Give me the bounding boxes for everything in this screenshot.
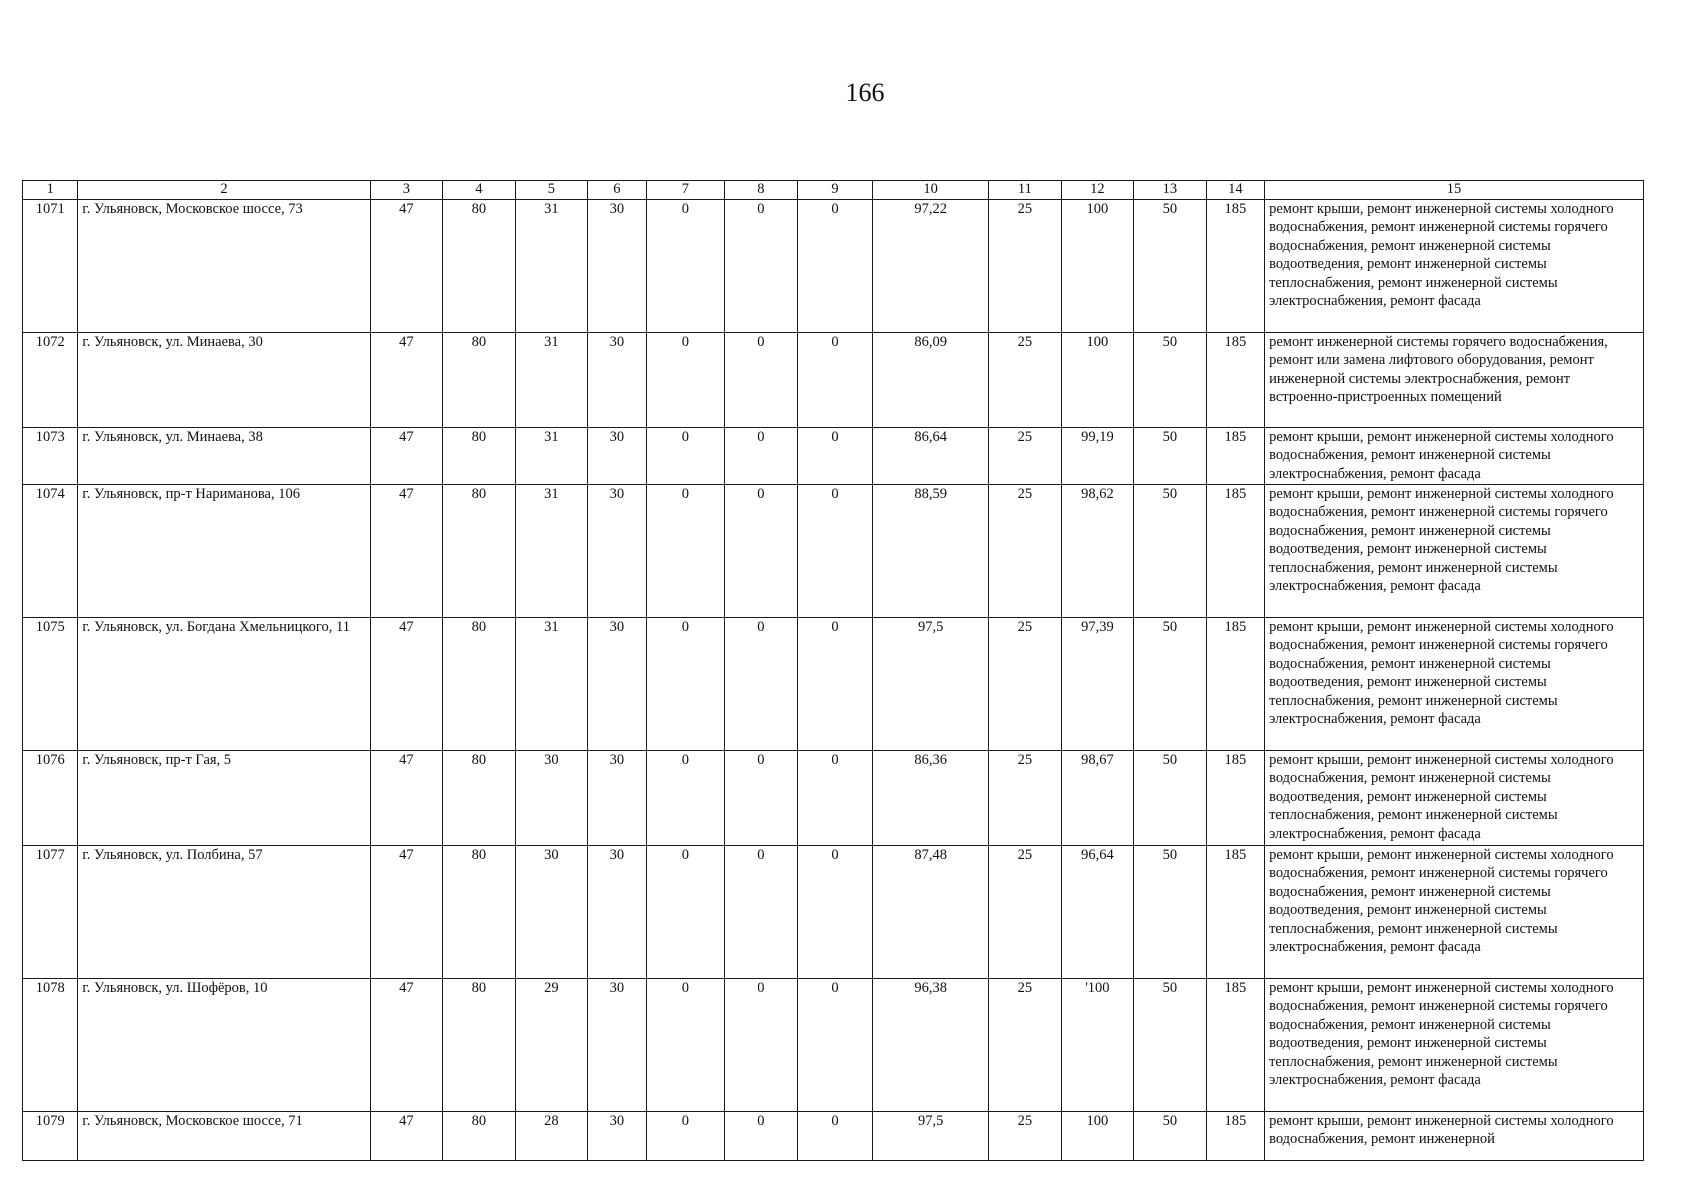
- value-cell-col-9: 0: [797, 846, 873, 979]
- column-header-7: 7: [646, 181, 725, 200]
- value-cell-col-7: 0: [646, 751, 725, 846]
- value-cell-col-11: 25: [989, 751, 1062, 846]
- value-cell-col-14: 185: [1206, 200, 1264, 333]
- row-number-cell: 1079: [23, 1112, 78, 1161]
- value-cell-col-11: 25: [989, 1112, 1062, 1161]
- value-cell-col-11: 25: [989, 428, 1062, 485]
- address-cell: г. Ульяновск, ул. Полбина, 57: [78, 846, 370, 979]
- value-cell-col-13: 50: [1134, 846, 1207, 979]
- value-cell-col-4: 80: [443, 1112, 516, 1161]
- value-cell-col-5: 31: [515, 618, 588, 751]
- value-cell-col-6: 30: [588, 333, 646, 428]
- value-cell-col-13: 50: [1134, 200, 1207, 333]
- value-cell-col-3: 47: [370, 333, 443, 428]
- value-cell-col-13: 50: [1134, 485, 1207, 618]
- address-cell: г. Ульяновск, ул. Шофёров, 10: [78, 979, 370, 1112]
- value-cell-col-10: 96,38: [873, 979, 989, 1112]
- value-cell-col-11: 25: [989, 618, 1062, 751]
- value-cell-col-12: '100: [1061, 979, 1134, 1112]
- value-cell-col-3: 47: [370, 846, 443, 979]
- value-cell-col-4: 80: [443, 333, 516, 428]
- address-cell: г. Ульяновск, ул. Минаева, 30: [78, 333, 370, 428]
- value-cell-col-11: 25: [989, 979, 1062, 1112]
- value-cell-col-8: 0: [725, 485, 798, 618]
- value-cell-col-6: 30: [588, 485, 646, 618]
- value-cell-col-4: 80: [443, 751, 516, 846]
- column-header-4: 4: [443, 181, 516, 200]
- value-cell-col-3: 47: [370, 618, 443, 751]
- page-number: 166: [845, 78, 885, 107]
- value-cell-col-7: 0: [646, 846, 725, 979]
- value-cell-col-14: 185: [1206, 846, 1264, 979]
- value-cell-col-6: 30: [588, 846, 646, 979]
- row-number-cell: 1073: [23, 428, 78, 485]
- value-cell-col-4: 80: [443, 618, 516, 751]
- value-cell-col-10: 86,36: [873, 751, 989, 846]
- works-description-cell: ремонт крыши, ремонт инженерной системы холодного водоснабжения, ремонт инженерной системы горячего водоснабжения, ремонт инженерной системы водоотведения, ремонт инженерной системы теплоснабжения, ремонт инженерной системы электроснабжения, ремонт фасада: [1265, 846, 1644, 979]
- column-header-13: 13: [1134, 181, 1207, 200]
- value-cell-col-12: 98,67: [1061, 751, 1134, 846]
- row-number-cell: 1071: [23, 200, 78, 333]
- value-cell-col-10: 97,22: [873, 200, 989, 333]
- table-row: [23, 846, 1644, 979]
- works-description-cell: ремонт крыши, ремонт инженерной системы холодного водоснабжения, ремонт инженерной системы водоотведения, ремонт инженерной системы теплоснабжения, ремонт инженерной системы электроснабжения, ремонт фасада: [1265, 751, 1644, 846]
- value-cell-col-9: 0: [797, 751, 873, 846]
- value-cell-col-13: 50: [1134, 333, 1207, 428]
- value-cell-col-11: 25: [989, 200, 1062, 333]
- table-row: [23, 200, 1644, 333]
- value-cell-col-9: 0: [797, 200, 873, 333]
- value-cell-col-10: 86,09: [873, 333, 989, 428]
- works-description-cell: ремонт крыши, ремонт инженерной системы холодного водоснабжения, ремонт инженерной системы горячего водоснабжения, ремонт инженерной системы водоотведения, ремонт инженерной системы теплоснабжения, ремонт инженерной системы электроснабжения, ремонт фасада: [1265, 979, 1644, 1112]
- column-header-9: 9: [797, 181, 873, 200]
- row-number-cell: 1076: [23, 751, 78, 846]
- value-cell-col-7: 0: [646, 485, 725, 618]
- value-cell-col-5: 30: [515, 751, 588, 846]
- table-row: [23, 333, 1644, 428]
- value-cell-col-9: 0: [797, 979, 873, 1112]
- value-cell-col-4: 80: [443, 200, 516, 333]
- value-cell-col-3: 47: [370, 751, 443, 846]
- works-description-cell: ремонт крыши, ремонт инженерной системы холодного водоснабжения, ремонт инженерной: [1265, 1112, 1644, 1161]
- column-header-12: 12: [1061, 181, 1134, 200]
- value-cell-col-14: 185: [1206, 1112, 1264, 1161]
- row-number-cell: 1078: [23, 979, 78, 1112]
- column-header-5: 5: [515, 181, 588, 200]
- value-cell-col-9: 0: [797, 428, 873, 485]
- value-cell-col-6: 30: [588, 428, 646, 485]
- value-cell-col-9: 0: [797, 618, 873, 751]
- value-cell-col-7: 0: [646, 979, 725, 1112]
- value-cell-col-12: 96,64: [1061, 846, 1134, 979]
- value-cell-col-12: 100: [1061, 1112, 1134, 1161]
- value-cell-col-14: 185: [1206, 751, 1264, 846]
- value-cell-col-4: 80: [443, 846, 516, 979]
- row-number-cell: 1077: [23, 846, 78, 979]
- works-description-cell: ремонт крыши, ремонт инженерной системы холодного водоснабжения, ремонт инженерной системы горячего водоснабжения, ремонт инженерной системы водоотведения, ремонт инженерной системы теплоснабжения, ремонт инженерной системы электроснабжения, ремонт фасада: [1265, 200, 1644, 333]
- value-cell-col-6: 30: [588, 1112, 646, 1161]
- value-cell-col-7: 0: [646, 200, 725, 333]
- value-cell-col-12: 98,62: [1061, 485, 1134, 618]
- value-cell-col-13: 50: [1134, 1112, 1207, 1161]
- value-cell-col-9: 0: [797, 1112, 873, 1161]
- value-cell-col-3: 47: [370, 485, 443, 618]
- table-row: [23, 979, 1644, 1112]
- value-cell-col-8: 0: [725, 979, 798, 1112]
- row-number-cell: 1072: [23, 333, 78, 428]
- value-cell-col-6: 30: [588, 979, 646, 1112]
- value-cell-col-12: 100: [1061, 200, 1134, 333]
- value-cell-col-8: 0: [725, 333, 798, 428]
- value-cell-col-12: 97,39: [1061, 618, 1134, 751]
- value-cell-col-14: 185: [1206, 333, 1264, 428]
- value-cell-col-7: 0: [646, 618, 725, 751]
- column-header-3: 3: [370, 181, 443, 200]
- value-cell-col-7: 0: [646, 428, 725, 485]
- value-cell-col-11: 25: [989, 333, 1062, 428]
- value-cell-col-12: 99,19: [1061, 428, 1134, 485]
- works-description-cell: ремонт крыши, ремонт инженерной системы холодного водоснабжения, ремонт инженерной системы горячего водоснабжения, ремонт инженерной системы водоотведения, ремонт инженерной системы теплоснабжения, ремонт инженерной системы электроснабжения, ремонт фасада: [1265, 485, 1644, 618]
- table-row: [23, 1112, 1644, 1161]
- value-cell-col-5: 29: [515, 979, 588, 1112]
- address-cell: г. Ульяновск, Московское шоссе, 73: [78, 200, 370, 333]
- address-cell: г. Ульяновск, ул. Минаева, 38: [78, 428, 370, 485]
- value-cell-col-12: 100: [1061, 333, 1134, 428]
- value-cell-col-13: 50: [1134, 979, 1207, 1112]
- value-cell-col-14: 185: [1206, 485, 1264, 618]
- value-cell-col-5: 28: [515, 1112, 588, 1161]
- value-cell-col-9: 0: [797, 333, 873, 428]
- value-cell-col-10: 97,5: [873, 618, 989, 751]
- row-number-cell: 1074: [23, 485, 78, 618]
- address-cell: г. Ульяновск, ул. Богдана Хмельницкого, 11: [78, 618, 370, 751]
- value-cell-col-13: 50: [1134, 428, 1207, 485]
- value-cell-col-6: 30: [588, 200, 646, 333]
- value-cell-col-8: 0: [725, 200, 798, 333]
- column-header-8: 8: [725, 181, 798, 200]
- value-cell-col-3: 47: [370, 200, 443, 333]
- column-header-10: 10: [873, 181, 989, 200]
- value-cell-col-5: 31: [515, 200, 588, 333]
- value-cell-col-14: 185: [1206, 428, 1264, 485]
- value-cell-col-3: 47: [370, 1112, 443, 1161]
- table-body: [23, 200, 1644, 1161]
- value-cell-col-11: 25: [989, 485, 1062, 618]
- value-cell-col-10: 87,48: [873, 846, 989, 979]
- value-cell-col-13: 50: [1134, 618, 1207, 751]
- address-cell: г. Ульяновск, пр-т Нариманова, 106: [78, 485, 370, 618]
- column-header-14: 14: [1206, 181, 1264, 200]
- value-cell-col-11: 25: [989, 846, 1062, 979]
- column-header-1: 1: [23, 181, 78, 200]
- works-description-cell: ремонт крыши, ремонт инженерной системы холодного водоснабжения, ремонт инженерной системы горячего водоснабжения, ремонт инженерной системы водоотведения, ремонт инженерной системы теплоснабжения, ремонт инженерной системы электроснабжения, ремонт фасада: [1265, 618, 1644, 751]
- column-header-2: 2: [78, 181, 370, 200]
- value-cell-col-5: 30: [515, 846, 588, 979]
- value-cell-col-13: 50: [1134, 751, 1207, 846]
- value-cell-col-14: 185: [1206, 979, 1264, 1112]
- address-cell: г. Ульяновск, пр-т Гая, 5: [78, 751, 370, 846]
- value-cell-col-7: 0: [646, 1112, 725, 1161]
- address-cell: г. Ульяновск, Московское шоссе, 71: [78, 1112, 370, 1161]
- table-row: [23, 428, 1644, 485]
- value-cell-col-3: 47: [370, 979, 443, 1112]
- table-row: [23, 751, 1644, 846]
- housing-repair-table: [22, 180, 1644, 1161]
- value-cell-col-3: 47: [370, 428, 443, 485]
- value-cell-col-4: 80: [443, 979, 516, 1112]
- table-row: [23, 618, 1644, 751]
- value-cell-col-6: 30: [588, 618, 646, 751]
- column-header-11: 11: [989, 181, 1062, 200]
- value-cell-col-7: 0: [646, 333, 725, 428]
- table-row: [23, 485, 1644, 618]
- value-cell-col-6: 30: [588, 751, 646, 846]
- value-cell-col-10: 97,5: [873, 1112, 989, 1161]
- value-cell-col-8: 0: [725, 428, 798, 485]
- works-description-cell: ремонт инженерной системы горячего водоснабжения, ремонт или замена лифтового оборудования, ремонт инженерной системы электроснабжения, ремонт встроенно-пристроенных помещений: [1265, 333, 1644, 428]
- value-cell-col-9: 0: [797, 485, 873, 618]
- value-cell-col-4: 80: [443, 485, 516, 618]
- value-cell-col-8: 0: [725, 751, 798, 846]
- value-cell-col-4: 80: [443, 428, 516, 485]
- header-row: [23, 181, 1644, 200]
- column-header-15: 15: [1265, 181, 1644, 200]
- value-cell-col-8: 0: [725, 618, 798, 751]
- value-cell-col-8: 0: [725, 846, 798, 979]
- value-cell-col-5: 31: [515, 333, 588, 428]
- value-cell-col-10: 88,59: [873, 485, 989, 618]
- works-description-cell: ремонт крыши, ремонт инженерной системы холодного водоснабжения, ремонт инженерной системы электроснабжения, ремонт фасада: [1265, 428, 1644, 485]
- value-cell-col-5: 31: [515, 428, 588, 485]
- row-number-cell: 1075: [23, 618, 78, 751]
- value-cell-col-8: 0: [725, 1112, 798, 1161]
- value-cell-col-10: 86,64: [873, 428, 989, 485]
- value-cell-col-14: 185: [1206, 618, 1264, 751]
- value-cell-col-5: 31: [515, 485, 588, 618]
- column-header-6: 6: [588, 181, 646, 200]
